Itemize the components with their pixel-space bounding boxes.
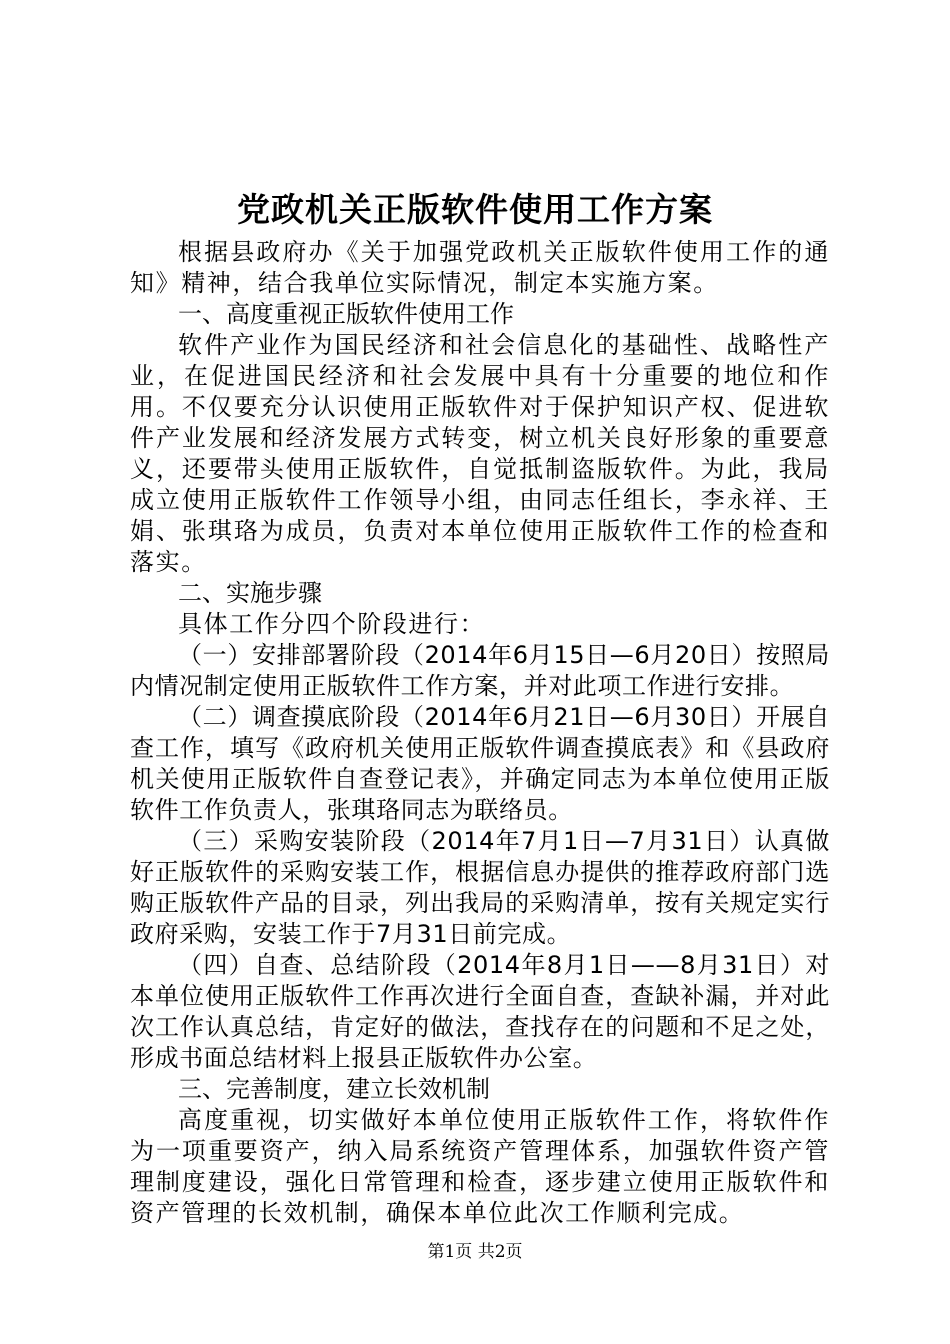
- section-1-paragraph: 软件产业作为国民经济和社会信息化的基础性、战略性产业，在促进国民经济和社会发展中具有十分重要的地位和作用。不仅要充分认识使用正版软件对于保护知识产权、促进软件产业发展和经济发展方式转变，树立机关良好形象的重要意义，还要带头使用正版软件，自觉抵制盗版软件。为此，我局成立使用正版软件工作领导小组，由同志任组长，李永祥、王娟、张琪珞为成员，负责对本单位使用正版软件工作的检查和落实。: [130, 331, 830, 576]
- section-2-lead: 具体工作分四个阶段进行：: [178, 610, 486, 638]
- page-number-footer: 第1页 共2页: [427, 1242, 523, 1262]
- document-body: [130, 237, 830, 1229]
- stage-2-paragraph: （二）调查摸底阶段（2014年6月21日—6月30日）开展自查工作，填写《政府机关使用正版软件调查摸底表》和《县政府机关使用正版软件自查登记表》，并确定同志为本单位使用正版软件工作负责人，张琪珞同志为联络员。: [130, 703, 830, 824]
- section-heading-1: 一、高度重视正版软件使用工作: [178, 300, 514, 328]
- document-title: 党政机关正版软件使用工作方案: [237, 190, 713, 229]
- stage-3-paragraph: （三）采购安装阶段（2014年7月1日—7月31日）认真做好正版软件的采购安装工作，根据信息办提供的推荐政府部门选购正版软件产品的目录，列出我局的采购清单，按有关规定实行政府采购，安装工作于7月31日前完成。: [130, 827, 830, 948]
- stage-1-paragraph: （一）安排部署阶段（2014年6月15日—6月20日）按照局内情况制定使用正版软件工作方案，并对此项工作进行安排。: [130, 641, 830, 700]
- section-3-paragraph: 高度重视，切实做好本单位使用正版软件工作，将软件作为一项重要资产，纳入局系统资产管理体系，加强软件资产管理制度建设，强化日常管理和检查，逐步建立使用正版软件和资产管理的长效机制，确保本单位此次工作顺利完成。: [130, 1106, 830, 1227]
- stage-4-paragraph: （四）自查、总结阶段（2014年8月1日——8月31日）对本单位使用正版软件工作再次进行全面自查，查缺补漏，并对此次工作认真总结，肯定好的做法，查找存在的问题和不足之处，形成书面总结材料上报县正版软件办公室。: [130, 951, 830, 1072]
- section-heading-2: 二、实施步骤: [178, 579, 322, 607]
- intro-paragraph: 根据县政府办《关于加强党政机关正版软件使用工作的通知》精神，结合我单位实际情况，制定本实施方案。: [130, 238, 830, 297]
- section-heading-3: 三、完善制度，建立长效机制: [178, 1075, 490, 1103]
